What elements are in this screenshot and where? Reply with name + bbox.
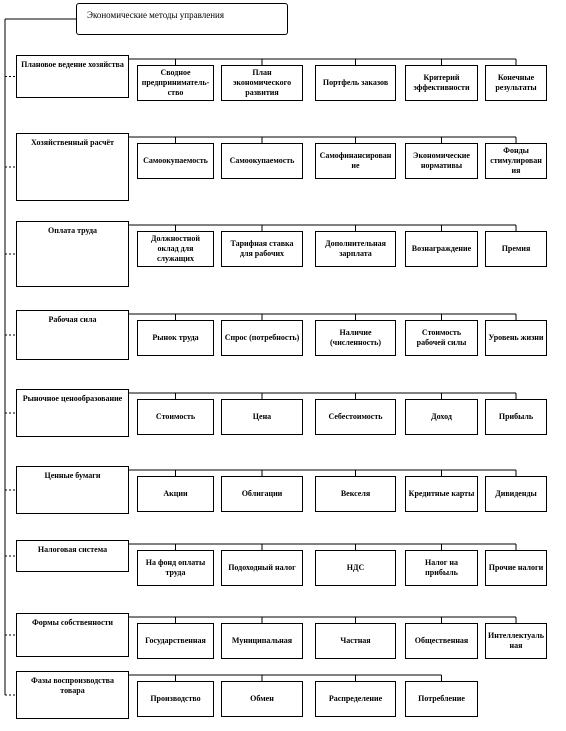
category-5-box [16, 389, 129, 437]
category-1-item-1-box [137, 65, 214, 101]
category-2-item-5-box [485, 143, 547, 179]
category-1-item-3-box [315, 65, 396, 101]
category-8-item-1: Государственная [145, 636, 206, 645]
category-8: Формы собственности [31, 618, 114, 627]
category-2-box [16, 133, 129, 201]
category-3-item-3-box [315, 231, 396, 267]
category-5-item-1-box [137, 399, 214, 435]
category-5-item-4-box [405, 399, 478, 435]
category-6-item-3-box [315, 476, 396, 512]
category-6-item-5: Дивиденды [495, 489, 537, 498]
category-3: Оплата труда [47, 226, 98, 235]
category-3-item-3: Дополнительная зарплата [325, 239, 386, 258]
category-3-box [16, 221, 129, 287]
category-9-item-2: Обмен [250, 694, 274, 703]
category-4-item-3: Наличие (численность) [330, 328, 381, 347]
category-5-item-3: Себестоимость [328, 412, 383, 421]
category-9: Фазы воспроизводства товара [31, 676, 114, 695]
category-3-item-5: Премия [501, 244, 531, 253]
category-2-item-2-box [221, 143, 303, 179]
category-1: Плановое ведение хозяйства [21, 60, 124, 69]
category-9-item-4-box [405, 681, 478, 717]
category-1-item-2-box [221, 65, 303, 101]
category-8-item-3: Частная [340, 636, 371, 645]
category-6-item-4-box [405, 476, 478, 512]
category-1-item-1: Сводное предприниматель-ство [141, 68, 210, 97]
category-5-item-5-box [485, 399, 547, 435]
category-3-item-2-box [221, 231, 303, 267]
category-9-item-2-box [221, 681, 303, 717]
category-2-item-4-box [405, 143, 478, 179]
category-8-item-5-box [485, 623, 547, 659]
category-5-item-4: Доход [431, 412, 452, 421]
category-9-item-3: Распределение [328, 694, 383, 703]
category-5-item-2-box [221, 399, 303, 435]
category-3-item-1-box [137, 231, 214, 267]
category-4-item-2: Спрос (потребность) [224, 333, 300, 342]
category-7-item-1-box [137, 550, 214, 586]
category-7-item-5: Прочие налоги [488, 563, 544, 572]
category-8-item-3-box [315, 623, 396, 659]
category-5-item-5: Прибыль [498, 412, 534, 421]
category-7-item-5-box [485, 550, 547, 586]
category-2: Хозяйственный расчёт [31, 138, 114, 147]
category-6-item-3: Векселя [340, 489, 371, 498]
category-7-item-4-box [405, 550, 478, 586]
category-5-item-2: Цена [252, 412, 272, 421]
category-9-item-1: Производство [150, 694, 201, 703]
category-1-item-2: План экономического развития [232, 68, 292, 97]
category-6-item-1-box [137, 476, 214, 512]
category-1-item-4: Критерий эффективности [413, 73, 470, 92]
category-7-item-4: Налог на прибыль [424, 558, 459, 577]
category-9-item-4: Потребление [418, 694, 465, 703]
category-8-item-2: Муниципальная [231, 636, 293, 645]
category-4-item-4: Стоимость рабочей силы [416, 328, 467, 347]
category-6-item-2: Облигации [241, 489, 283, 498]
category-4-item-5-box [485, 320, 547, 356]
root-title: Экономические методы управления [87, 10, 225, 20]
category-5-item-1: Стоимость [155, 412, 196, 421]
category-9-item-1-box [137, 681, 214, 717]
category-1-box [16, 55, 129, 98]
category-3-item-2: Тарифная ставка для рабочих [230, 239, 294, 258]
category-2-item-1: Самоокупаемость [143, 156, 208, 165]
category-4-item-1-box [137, 320, 214, 356]
category-4: Рабочая сила [48, 315, 97, 324]
category-2-item-4: Экономические нормативы [413, 151, 470, 170]
category-6-item-5-box [485, 476, 547, 512]
category-4-item-1: Рынок труда [152, 333, 199, 342]
category-9-box [16, 671, 129, 719]
category-3-item-4-box [405, 231, 478, 267]
category-2-item-5: Фонды стимулирования [490, 146, 542, 175]
category-2-item-3: Самофинансирование [319, 151, 392, 170]
category-1-item-5: Конечные результаты [495, 73, 537, 92]
category-7-item-3: НДС [346, 563, 365, 572]
category-6-box [16, 466, 129, 514]
category-7-item-3-box [315, 550, 396, 586]
category-7-box [16, 540, 129, 572]
category-1-item-3: Портфель заказов [322, 78, 389, 87]
category-6-item-4: Кредитные карты [408, 489, 475, 498]
category-8-box [16, 613, 129, 657]
category-2-item-1-box [137, 143, 214, 179]
category-3-item-5-box [485, 231, 547, 267]
category-5-item-3-box [315, 399, 396, 435]
category-6-item-2-box [221, 476, 303, 512]
category-4-item-5: Уровень жизни [488, 333, 544, 342]
category-8-item-2-box [221, 623, 303, 659]
category-4-item-2-box [221, 320, 303, 356]
category-6: Ценные бумаги [44, 471, 101, 480]
category-7-item-2: Подоходный налог [228, 563, 296, 572]
category-4-item-4-box [405, 320, 478, 356]
category-9-item-3-box [315, 681, 396, 717]
category-8-item-1-box [137, 623, 214, 659]
category-2-item-3-box [315, 143, 396, 179]
category-1-item-5-box [485, 65, 547, 101]
category-3-item-1: Должностной оклад для служащих [151, 234, 200, 263]
category-7-item-1: На фонд оплаты труда [145, 558, 206, 577]
category-4-box [16, 310, 129, 360]
root-title-box [76, 3, 288, 35]
category-1-item-4-box [405, 65, 478, 101]
category-2-item-2: Самоокупаемость [229, 156, 295, 165]
category-6-item-1: Акции [163, 489, 188, 498]
category-5: Рыночное ценообразование [22, 394, 123, 403]
category-8-item-5: Интеллектуальная [488, 631, 544, 650]
category-4-item-3-box [315, 320, 396, 356]
category-8-item-4-box [405, 623, 478, 659]
category-7: Налоговая система [37, 545, 108, 554]
category-8-item-4: Общественная [414, 636, 469, 645]
category-7-item-2-box [221, 550, 303, 586]
category-3-item-4: Вознаграждение [411, 244, 472, 253]
